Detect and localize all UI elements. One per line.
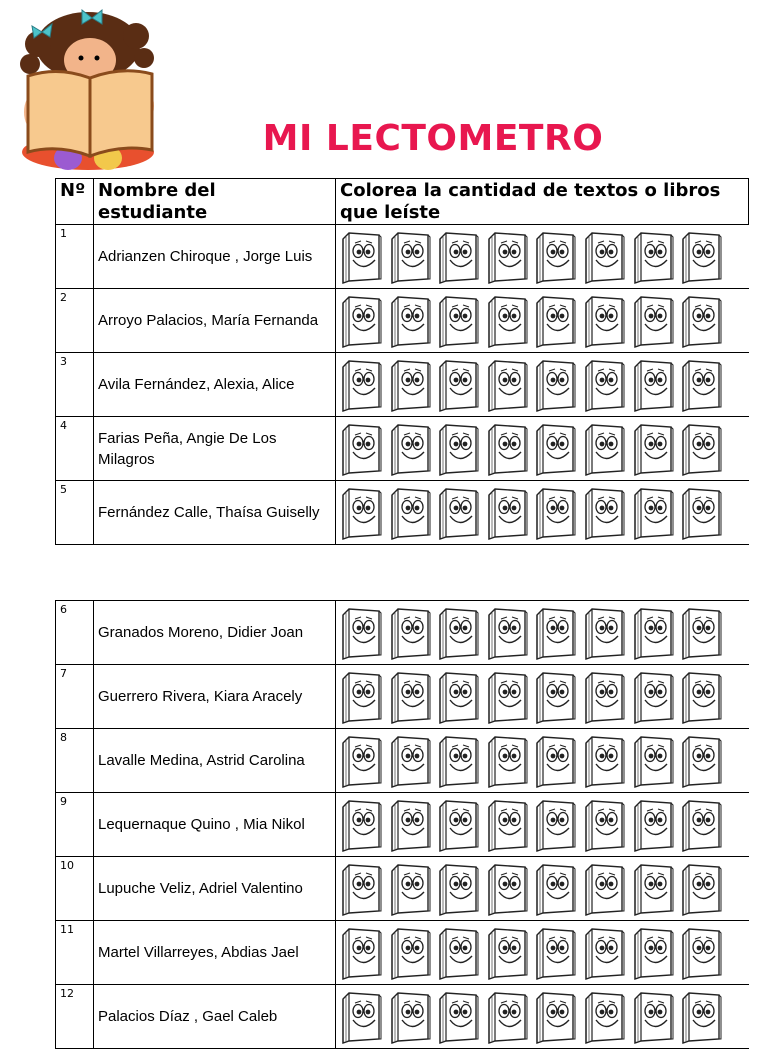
book-tracker: [336, 985, 749, 1049]
book-tracker: [336, 353, 749, 417]
smiling-book-icon[interactable]: [631, 357, 675, 413]
book-tracker: [336, 225, 749, 289]
student-name: Martel Villarreyes, Abdias Jael: [94, 921, 336, 985]
smiling-book-icon[interactable]: [485, 357, 529, 413]
smiling-book-icon[interactable]: [582, 669, 626, 725]
smiling-book-icon[interactable]: [582, 733, 626, 789]
smiling-book-icon[interactable]: [339, 229, 383, 285]
student-row: [56, 985, 749, 1049]
student-number: 11: [56, 921, 94, 985]
smiling-book-icon[interactable]: [679, 989, 723, 1045]
student-name: Lupuche Veliz, Adriel Valentino: [94, 857, 336, 921]
smiling-book-icon[interactable]: [582, 989, 626, 1045]
smiling-book-icon[interactable]: [388, 989, 432, 1045]
smiling-book-icon[interactable]: [339, 669, 383, 725]
smiling-book-icon[interactable]: [679, 861, 723, 917]
book-tracker: [336, 921, 749, 985]
smiling-book-icon[interactable]: [339, 861, 383, 917]
smiling-book-icon[interactable]: [339, 357, 383, 413]
smiling-book-icon[interactable]: [436, 989, 480, 1045]
smiling-book-icon[interactable]: [388, 421, 432, 477]
smiling-book-icon[interactable]: [533, 485, 577, 541]
book-tracker: [336, 857, 749, 921]
smiling-book-icon[interactable]: [485, 925, 529, 981]
student-number: 12: [56, 985, 94, 1049]
smiling-book-icon[interactable]: [436, 421, 480, 477]
student-row: [56, 921, 749, 985]
smiling-book-icon[interactable]: [582, 861, 626, 917]
book-tracker: [336, 289, 749, 353]
student-row: [56, 857, 749, 921]
smiling-book-icon[interactable]: [485, 485, 529, 541]
smiling-book-icon[interactable]: [436, 605, 480, 661]
smiling-book-icon[interactable]: [533, 293, 577, 349]
student-name: Granados Moreno, Didier Joan: [94, 601, 336, 665]
smiling-book-icon[interactable]: [339, 293, 383, 349]
smiling-book-icon[interactable]: [631, 797, 675, 853]
header-books: Colorea la cantidad de textos o libros que leíste: [336, 179, 749, 225]
smiling-book-icon[interactable]: [582, 229, 626, 285]
smiling-book-icon[interactable]: [485, 733, 529, 789]
smiling-book-icon[interactable]: [339, 421, 383, 477]
smiling-book-icon[interactable]: [533, 229, 577, 285]
smiling-book-icon[interactable]: [436, 861, 480, 917]
smiling-book-icon[interactable]: [436, 293, 480, 349]
smiling-book-icon[interactable]: [485, 669, 529, 725]
header-num: Nº: [56, 179, 94, 225]
book-tracker: [336, 481, 749, 545]
student-name: Avila Fernández, Alexia, Alice: [94, 353, 336, 417]
smiling-book-icon[interactable]: [436, 229, 480, 285]
book-tracker: [336, 729, 749, 793]
book-tracker: [336, 417, 749, 481]
student-number: 3: [56, 353, 94, 417]
smiling-book-icon[interactable]: [631, 669, 675, 725]
smiling-book-icon[interactable]: [631, 733, 675, 789]
smiling-book-icon[interactable]: [631, 293, 675, 349]
smiling-book-icon[interactable]: [388, 925, 432, 981]
student-row: [56, 793, 749, 857]
smiling-book-icon[interactable]: [485, 989, 529, 1045]
smiling-book-icon[interactable]: [339, 797, 383, 853]
smiling-book-icon[interactable]: [582, 797, 626, 853]
smiling-book-icon[interactable]: [339, 925, 383, 981]
smiling-book-icon[interactable]: [388, 733, 432, 789]
smiling-book-icon[interactable]: [679, 357, 723, 413]
smiling-book-icon[interactable]: [388, 229, 432, 285]
smiling-book-icon[interactable]: [631, 229, 675, 285]
smiling-book-icon[interactable]: [679, 669, 723, 725]
student-number: 9: [56, 793, 94, 857]
book-tracker: [336, 793, 749, 857]
smiling-book-icon[interactable]: [485, 229, 529, 285]
student-name: Arroyo Palacios, María Fernanda: [94, 289, 336, 353]
student-name: Palacios Díaz , Gael Caleb: [94, 985, 336, 1049]
smiling-book-icon[interactable]: [436, 925, 480, 981]
reading-table-1: [55, 178, 749, 545]
smiling-book-icon[interactable]: [582, 357, 626, 413]
smiling-book-icon[interactable]: [582, 421, 626, 477]
smiling-book-icon[interactable]: [388, 861, 432, 917]
smiling-book-icon[interactable]: [582, 605, 626, 661]
student-number: 2: [56, 289, 94, 353]
smiling-book-icon[interactable]: [679, 421, 723, 477]
student-row: [56, 225, 749, 289]
smiling-book-icon[interactable]: [631, 989, 675, 1045]
smiling-book-icon[interactable]: [436, 733, 480, 789]
smiling-book-icon[interactable]: [388, 797, 432, 853]
student-row: [56, 665, 749, 729]
student-number: 10: [56, 857, 94, 921]
smiling-book-icon[interactable]: [582, 293, 626, 349]
smiling-book-icon[interactable]: [533, 861, 577, 917]
header-name: Nombre del estudiante: [94, 179, 336, 225]
smiling-book-icon[interactable]: [485, 797, 529, 853]
student-name: Farias Peña, Angie De Los Milagros: [94, 417, 336, 481]
student-row: [56, 353, 749, 417]
smiling-book-icon[interactable]: [533, 669, 577, 725]
student-row: [56, 729, 749, 793]
smiling-book-icon[interactable]: [533, 989, 577, 1045]
smiling-book-icon[interactable]: [485, 861, 529, 917]
student-name: Adrianzen Chiroque , Jorge Luis: [94, 225, 336, 289]
smiling-book-icon[interactable]: [679, 605, 723, 661]
smiling-book-icon[interactable]: [533, 605, 577, 661]
student-number: 1: [56, 225, 94, 289]
smiling-book-icon[interactable]: [436, 357, 480, 413]
student-number: 6: [56, 601, 94, 665]
smiling-book-icon[interactable]: [533, 421, 577, 477]
smiling-book-icon[interactable]: [485, 293, 529, 349]
smiling-book-icon[interactable]: [533, 797, 577, 853]
smiling-book-icon[interactable]: [485, 421, 529, 477]
student-number: 8: [56, 729, 94, 793]
student-number: 7: [56, 665, 94, 729]
smiling-book-icon[interactable]: [436, 797, 480, 853]
student-name: Lequernaque Quino , Mia Nikol: [94, 793, 336, 857]
page-title: MI LECTOMETRO: [262, 118, 604, 159]
smiling-book-icon[interactable]: [679, 293, 723, 349]
student-number: 4: [56, 417, 94, 481]
student-row: [56, 481, 749, 545]
smiling-book-icon[interactable]: [631, 421, 675, 477]
book-tracker: [336, 601, 749, 665]
smiling-book-icon[interactable]: [582, 925, 626, 981]
student-name: Guerrero Rivera, Kiara Aracely: [94, 665, 336, 729]
student-number: 5: [56, 481, 94, 545]
book-tracker: [336, 665, 749, 729]
smiling-book-icon[interactable]: [388, 669, 432, 725]
smiling-book-icon[interactable]: [533, 925, 577, 981]
smiling-book-icon[interactable]: [485, 605, 529, 661]
student-row: [56, 601, 749, 665]
smiling-book-icon[interactable]: [339, 989, 383, 1045]
smiling-book-icon[interactable]: [631, 605, 675, 661]
smiling-book-icon[interactable]: [679, 925, 723, 981]
smiling-book-icon[interactable]: [339, 605, 383, 661]
smiling-book-icon[interactable]: [679, 733, 723, 789]
student-name: Fernández Calle, Thaísa Guiselly: [94, 481, 336, 545]
smiling-book-icon[interactable]: [436, 669, 480, 725]
student-row: [56, 289, 749, 353]
student-row: [56, 417, 749, 481]
smiling-book-icon[interactable]: [582, 485, 626, 541]
smiling-book-icon[interactable]: [388, 485, 432, 541]
smiling-book-icon[interactable]: [436, 485, 480, 541]
smiling-book-icon[interactable]: [533, 357, 577, 413]
student-name: Lavalle Medina, Astrid Carolina: [94, 729, 336, 793]
smiling-book-icon[interactable]: [631, 925, 675, 981]
smiling-book-icon[interactable]: [679, 797, 723, 853]
smiling-book-icon[interactable]: [679, 485, 723, 541]
smiling-book-icon[interactable]: [388, 605, 432, 661]
smiling-book-icon[interactable]: [339, 485, 383, 541]
smiling-book-icon[interactable]: [631, 485, 675, 541]
smiling-book-icon[interactable]: [533, 733, 577, 789]
smiling-book-icon[interactable]: [631, 861, 675, 917]
smiling-book-icon[interactable]: [679, 229, 723, 285]
smiling-book-icon[interactable]: [339, 733, 383, 789]
smiling-book-icon[interactable]: [388, 293, 432, 349]
smiling-book-icon[interactable]: [388, 357, 432, 413]
reading-table-2: [55, 600, 749, 1049]
